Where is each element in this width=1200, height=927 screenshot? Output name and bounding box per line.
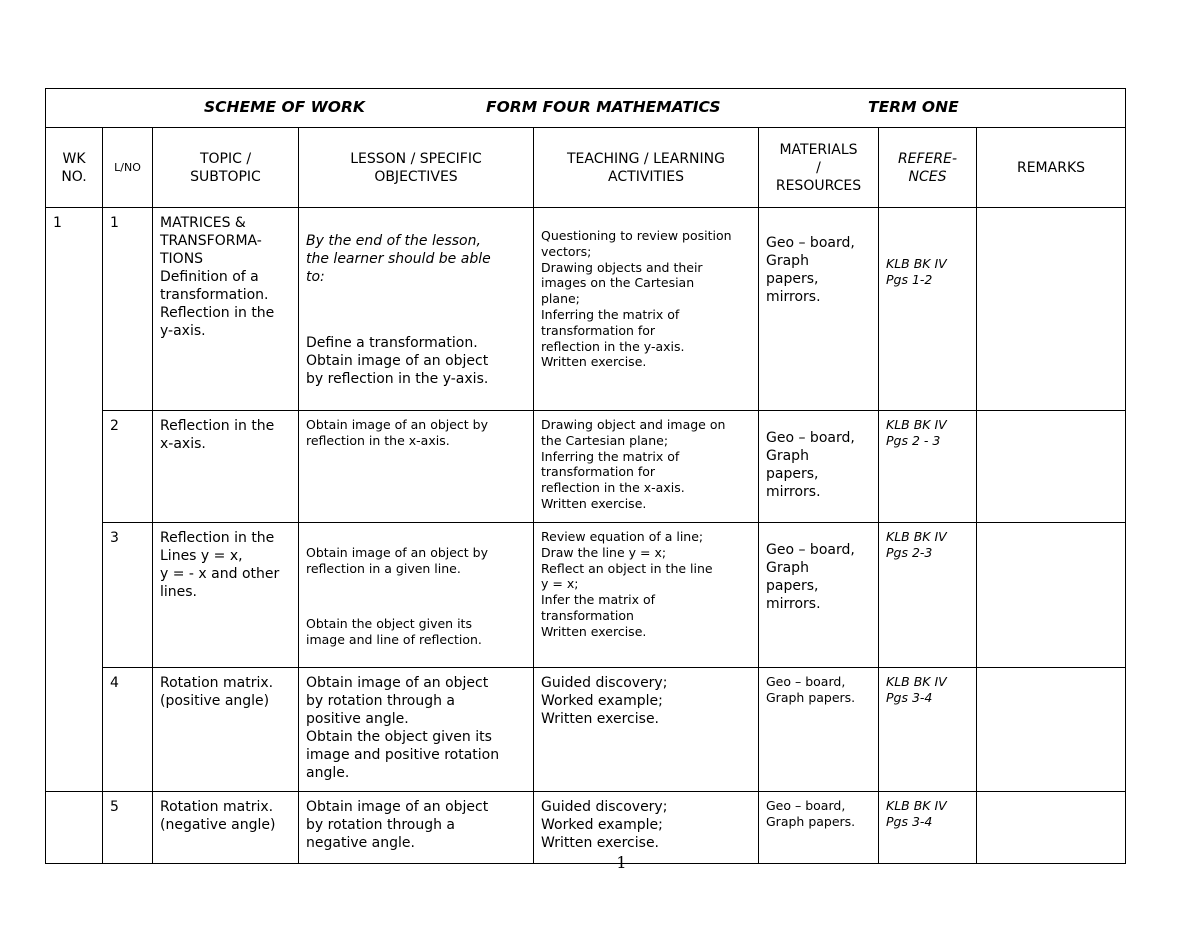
- table-row: [46, 208, 1126, 411]
- objectives-text: Obtain image of an object by reflection in a given line.: [306, 544, 489, 576]
- materials-cell: Geo – board, Graph papers, mirrors.: [759, 523, 879, 668]
- header-row: [46, 128, 1126, 208]
- header-wk-no: WK NO.: [46, 128, 103, 208]
- table-row: [46, 523, 1126, 668]
- scheme-of-work-table: [45, 88, 1126, 864]
- lesson-number: 1: [103, 208, 153, 411]
- title-form-four-mathematics: FORM FOUR MATHEMATICS: [486, 98, 721, 116]
- activities-cell: Review equation of a line; Draw the line y = x; Reflect an object in the line y = x; Infer the matrix of transformation Written exercise.: [534, 523, 759, 668]
- remarks-cell: [977, 208, 1126, 411]
- header-objectives: LESSON / SPECIFIC OBJECTIVES: [299, 128, 534, 208]
- objectives-cell: [299, 208, 534, 411]
- topic-cell: MATRICES & TRANSFORMA- TIONS Definition of a transformation. Reflection in the y-axis.: [153, 208, 299, 411]
- lesson-number: 5: [103, 792, 153, 864]
- objectives-extra-text: Obtain the object given its image and line of reflection.: [306, 615, 482, 647]
- remarks-cell: [977, 668, 1126, 792]
- objectives-cell: Obtain image of an object by rotation through a negative angle.: [299, 792, 534, 864]
- remarks-cell: [977, 523, 1126, 668]
- materials-cell: Geo – board, Graph papers.: [759, 792, 879, 864]
- objectives-cell: Obtain image of an object by rotation through a positive angle. Obtain the object given its image and positive rotation angle.: [299, 668, 534, 792]
- references-cell: KLB BK IV Pgs 3-4: [879, 668, 977, 792]
- objectives-cell: Obtain image of an object by reflection in the x-axis.: [299, 411, 534, 523]
- week-number-cell: 1: [46, 208, 103, 792]
- materials-cell: Geo – board, Graph papers.: [759, 668, 879, 792]
- topic-cell: Reflection in the Lines y = x, y = - x and other lines.: [153, 523, 299, 668]
- lesson-number: 3: [103, 523, 153, 668]
- header-activities: TEACHING / LEARNING ACTIVITIES: [534, 128, 759, 208]
- header-lno: L/NO: [103, 128, 153, 208]
- references-cell: KLB BK IV Pgs 2-3: [879, 523, 977, 668]
- header-topic: TOPIC / SUBTOPIC: [153, 128, 299, 208]
- table-row: [46, 668, 1126, 792]
- objectives-intro: By the end of the lesson, the learner should be able to:: [306, 233, 491, 285]
- topic-cell: Rotation matrix. (negative angle): [153, 792, 299, 864]
- topic-cell: Rotation matrix. (positive angle): [153, 668, 299, 792]
- objectives-cell: [299, 523, 534, 668]
- references-cell: KLB BK IV Pgs 2 - 3: [879, 411, 977, 523]
- remarks-cell: [977, 411, 1126, 523]
- lesson-number: 4: [103, 668, 153, 792]
- objectives-text: Define a transformation. Obtain image of an object by reflection in the y-axis.: [306, 335, 489, 387]
- activities-cell: Guided discovery; Worked example; Written exercise.: [534, 668, 759, 792]
- title-scheme-of-work: SCHEME OF WORK: [204, 98, 365, 116]
- page-number: 1: [616, 853, 627, 872]
- activities-cell: Questioning to review position vectors; Drawing objects and their images on the Cartesian plane; Inferring the matrix of transformation for reflection in the y-axis. Written exercise.: [534, 208, 759, 411]
- title-term-one: TERM ONE: [868, 98, 959, 116]
- document-title: [46, 89, 1126, 128]
- table-row: [46, 411, 1126, 523]
- materials-cell: Geo – board, Graph papers, mirrors.: [759, 208, 879, 411]
- header-remarks: REMARKS: [977, 128, 1126, 208]
- title-row: [46, 89, 1126, 128]
- header-references: REFERE- NCES: [879, 128, 977, 208]
- header-materials: MATERIALS / RESOURCES: [759, 128, 879, 208]
- activities-cell: Drawing object and image on the Cartesian plane; Inferring the matrix of transformation for reflection in the x-axis. Written exercise.: [534, 411, 759, 523]
- references-cell: KLB BK IV Pgs 3-4: [879, 792, 977, 864]
- activities-cell: Guided discovery; Worked example; Written exercise.: [534, 792, 759, 864]
- lesson-number: 2: [103, 411, 153, 523]
- materials-cell: Geo – board, Graph papers, mirrors.: [759, 411, 879, 523]
- references-cell: KLB BK IV Pgs 1-2: [879, 208, 977, 411]
- topic-cell: Reflection in the x-axis.: [153, 411, 299, 523]
